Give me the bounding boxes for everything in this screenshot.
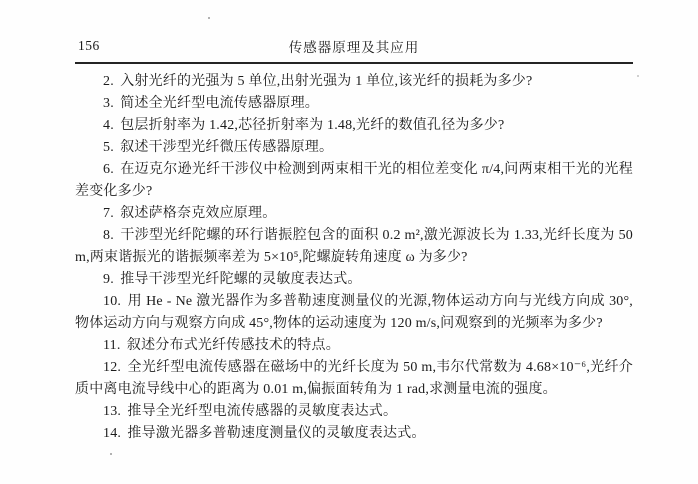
question-item-4 <box>75 115 633 137</box>
question-number: 8. <box>103 228 114 243</box>
question-number: 2. <box>103 74 114 89</box>
scan-artifact <box>637 75 639 77</box>
question-item-5 <box>75 137 633 159</box>
running-head <box>75 34 633 58</box>
question-number: 9. <box>103 272 114 287</box>
question-text: 包层折射率为 1.42,芯径折射率为 1.48,光纤的数值孔径为多少? <box>120 118 505 133</box>
question-text: 叙述分布式光纤传感技术的特点。 <box>126 338 340 353</box>
page-content <box>75 34 633 445</box>
question-text: 全光纤型电流传感器在磁场中的光纤长度为 50 m,韦尔代常数为 4.68×10⁻⁶,光纤介质中离电流导线中心的距离为 0.01 m,偏振面转角为 1 rad,求测量电流的强度。 <box>75 360 633 397</box>
scan-artifact <box>110 453 112 455</box>
header-rule <box>75 62 633 64</box>
question-list <box>75 71 633 445</box>
question-item-10 <box>75 291 633 335</box>
question-text: 在迈克尔逊光纤干涉仪中检测到两束相干光的相位差变化 π/4,问两束相干光的光程差变化多少? <box>75 162 633 199</box>
question-number: 11. <box>103 338 121 353</box>
question-number: 10. <box>103 294 122 309</box>
question-item-13 <box>75 401 633 423</box>
question-text: 用 He - Ne 激光器作为多普勒速度测量仪的光源,物体运动方向与光线方向成 30°,物体运动方向与观察方向成 45°,物体的运动速度为 120 m/s,问观察到的光频率为多少? <box>75 294 633 331</box>
question-text: 推导干涉型光纤陀螺的灵敏度表达式。 <box>120 272 362 287</box>
question-number: 14. <box>103 426 122 441</box>
question-text: 叙述萨格奈克效应原理。 <box>120 206 277 221</box>
question-text: 推导全光纤型电流传感器的灵敏度表达式。 <box>127 404 398 419</box>
question-item-9 <box>75 269 633 291</box>
question-item-11 <box>75 335 633 357</box>
question-number: 12. <box>103 360 122 375</box>
question-text: 简述全光纤型电流传感器原理。 <box>120 96 320 111</box>
question-text: 叙述干涉型光纤微压传感器原理。 <box>120 140 334 155</box>
book-title: 传感器原理及其应用 <box>288 40 420 55</box>
question-text: 推导激光器多普勒速度测量仪的灵敏度表达式。 <box>127 426 426 441</box>
question-number: 5. <box>103 140 114 155</box>
question-item-2 <box>75 71 633 93</box>
question-item-12 <box>75 357 633 401</box>
question-number: 7. <box>103 206 114 221</box>
page-number: 156 <box>78 38 100 53</box>
question-number: 4. <box>103 118 114 133</box>
question-item-3 <box>75 93 633 115</box>
question-number: 6. <box>103 162 114 177</box>
question-text: 入射光纤的光强为 5 单位,出射光强为 1 单位,该光纤的损耗为多少? <box>120 74 533 89</box>
question-text: 干涉型光纤陀螺的环行谐振腔包含的面积 0.2 m²,激光源波长为 1.33,光纤长度为 50 m,两束谐振光的谐振频率差为 5×10⁵,陀螺旋转角速度 ω 为多少? <box>75 228 633 265</box>
question-number: 13. <box>103 404 122 419</box>
question-item-6 <box>75 159 633 203</box>
question-item-8 <box>75 225 633 269</box>
question-item-7 <box>75 203 633 225</box>
scan-artifact <box>208 17 210 19</box>
question-number: 3. <box>103 96 114 111</box>
question-item-14 <box>75 423 633 445</box>
